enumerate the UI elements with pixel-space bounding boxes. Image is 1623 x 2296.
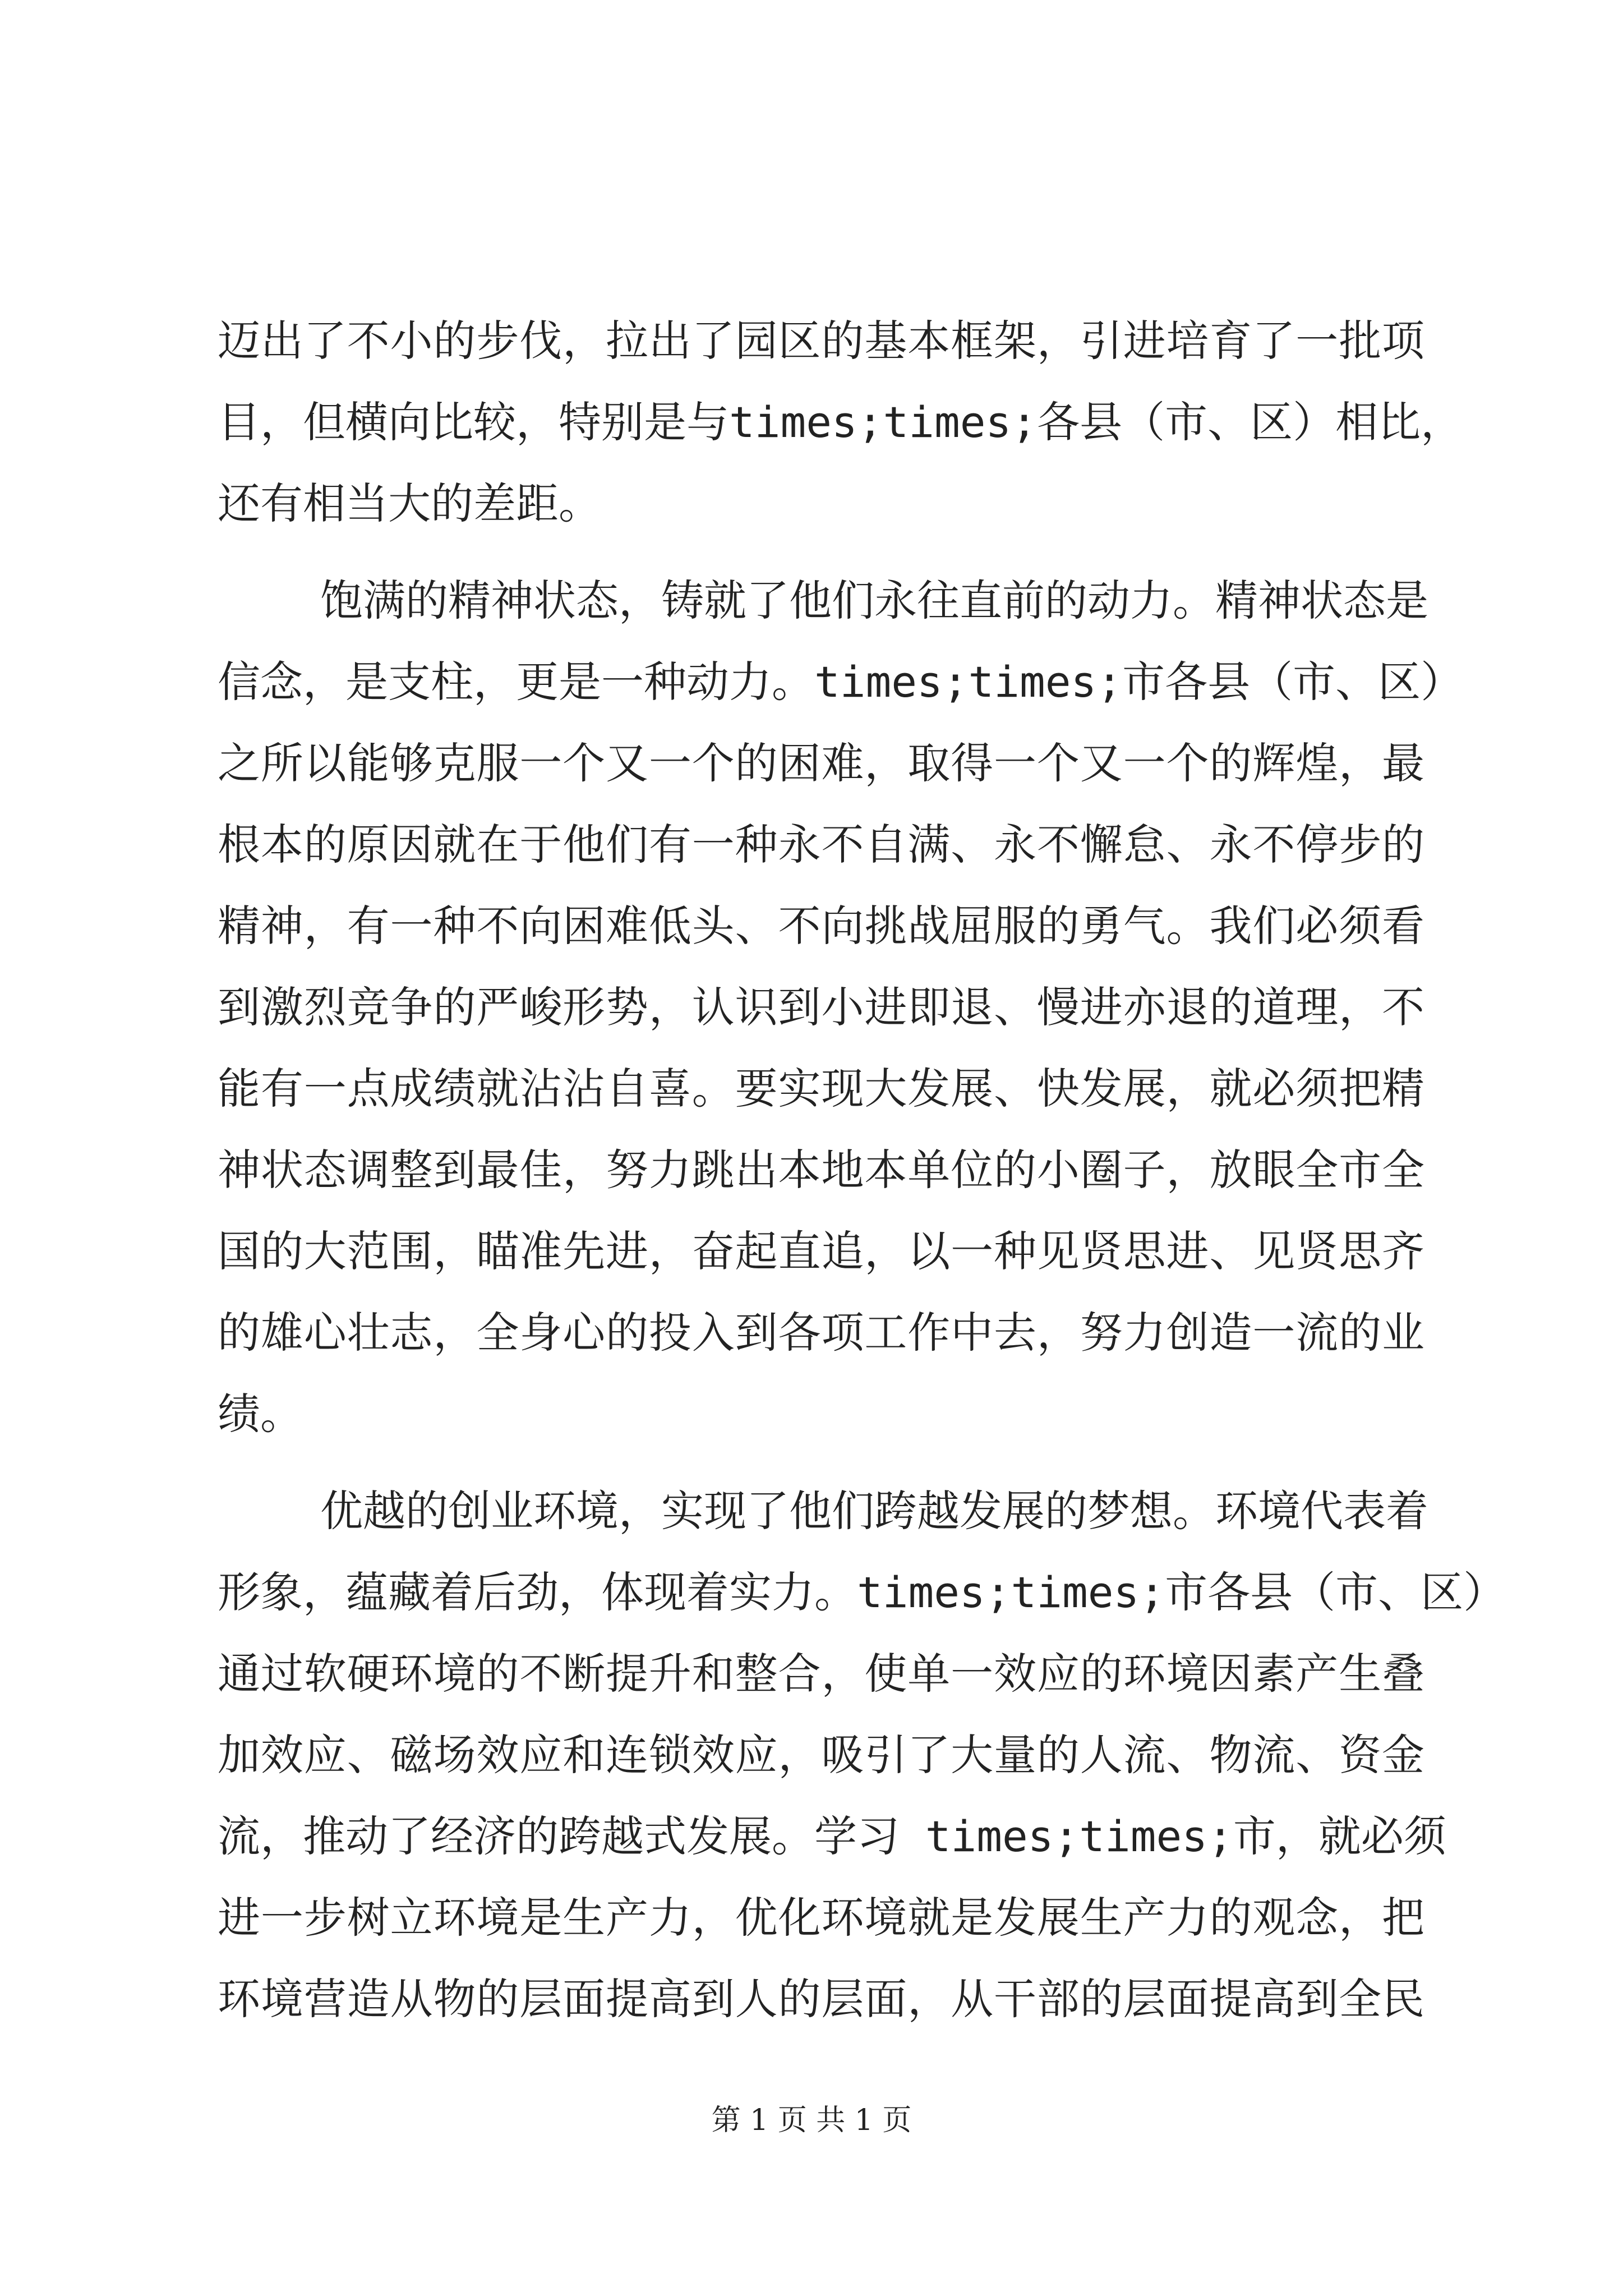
paragraph-2-line-2: 信念，是支柱，更是一种动力。times;times;市各县（市、区） bbox=[218, 657, 1464, 707]
page-number-label: 第 1 页 共 1 页 bbox=[711, 2104, 912, 2137]
paragraph-gap bbox=[218, 1455, 1424, 1470]
paragraph-2-line-11: 绩。 bbox=[218, 1389, 303, 1439]
paragraph-2-line-5: 精神，有一种不向困难低头、不向挑战屈服的勇气。我们必须看 bbox=[218, 901, 1424, 951]
paragraph-gap bbox=[218, 544, 1424, 560]
paragraph-2-line-6: 到激烈竞争的严峻形势，认识到小进即退、慢进亦退的道理，不 bbox=[218, 982, 1424, 1032]
body-text bbox=[218, 300, 1506, 2040]
paragraph-3-line-4: 加效应、磁场效应和连锁效应，吸引了大量的人流、物流、资金 bbox=[218, 1730, 1424, 1780]
paragraph-2-line-1: 饱满的精神状态，铸就了他们永往直前的动力。精神状态是 bbox=[218, 576, 1429, 625]
paragraph-3-line-1: 优越的创业环境，实现了他们跨越发展的梦想。环境代表着 bbox=[218, 1486, 1429, 1536]
page-footer bbox=[0, 2101, 1623, 2140]
paragraph-3-line-6: 进一步树立环境是生产力，优化环境就是发展生产力的观念，把 bbox=[218, 1893, 1424, 1943]
paragraph-2-line-4: 根本的原因就在于他们有一种永不自满、永不懈怠、永不停步的 bbox=[218, 820, 1424, 869]
paragraph-2-line-9: 国的大范围，瞄准先进，奋起直追，以一种见贤思进、见贤思齐 bbox=[218, 1226, 1424, 1276]
paragraph-2-line-10: 的雄心壮志，全身心的投入到各项工作中去，努力创造一流的业 bbox=[218, 1308, 1424, 1358]
paragraph-2-line-3: 之所以能够克服一个又一个的困难，取得一个又一个的辉煌，最 bbox=[218, 738, 1424, 788]
paragraph-1-line-3: 还有相当大的差距。 bbox=[218, 478, 601, 528]
paragraph-3-line-7: 环境营造从物的层面提高到人的层面，从干部的层面提高到全民 bbox=[218, 1974, 1424, 2024]
paragraph-2-line-7: 能有一点成绩就沾沾自喜。要实现大发展、快发展，就必须把精 bbox=[218, 1064, 1424, 1114]
paragraph-1-line-2: 目，但横向比较，特别是与times;times;各县（市、区）相比， bbox=[218, 397, 1464, 447]
paragraph-3-line-2: 形象，蕴藏着后劲，体现着实力。times;times;市各县（市、区） bbox=[218, 1567, 1506, 1617]
paragraph-3-line-5: 流，推动了经济的跨越式发展。学习 times;times;市，就必须 bbox=[218, 1811, 1446, 1861]
paragraph-3-line-3: 通过软硬环境的不断提升和整合，使单一效应的环境因素产生叠 bbox=[218, 1649, 1424, 1699]
paragraph-2-line-8: 神状态调整到最佳，努力跳出本地本单位的小圈子，放眼全市全 bbox=[218, 1145, 1424, 1195]
paragraph-1-line-1: 迈出了不小的步伐，拉出了园区的基本框架，引进培育了一批项 bbox=[218, 316, 1424, 366]
